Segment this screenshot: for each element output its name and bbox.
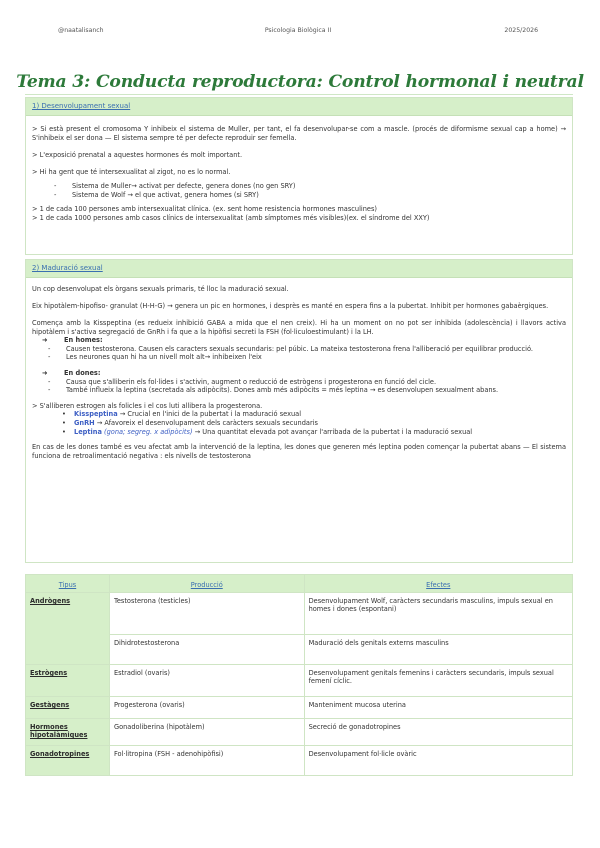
list-item: - També influeix la leptina (secretada als adipòcits). Dones amb més adipòcits = més leptina → es desenvolupen sexualment abans. [48, 386, 499, 395]
paragraph: > Si està present el cromosoma Y inhibeix el sistema de Muller, per tant, el fa desenvolupar-se com a mascle. (procés de diformisme sexual cap a home) → S'inhibeix el ser dona — El sistema sempre té per defecte reproduir ser femella. [32, 125, 566, 142]
paragraph: > S'alliberen estrogen als folicles i el cos luti allibera la progesterona. [32, 401, 263, 410]
column-header: Producció [109, 575, 304, 593]
effects-cell: Desenvolupament Wolf, caràcters secundaris masculins, impuls sexual en homes i dones (espontani) [304, 593, 572, 635]
paragraph: Eix hipotàlem-hipofiso- granulat (H-H-G) → genera un pic en hormones, i desprès es manté en espera fins a la pubertat. Inhibit per hormones gabaèrgiques. [32, 301, 549, 310]
table-row [26, 697, 573, 719]
effects-cell: Secreció de gonadotropines [304, 719, 572, 746]
production-cell: Progesterona (ovaris) [109, 697, 304, 719]
paragraph: Un cop desenvolupat els òrgans sexuals primaris, té lloc la maduració sexual. [32, 285, 289, 293]
effects-cell: Desenvolupament fol·licle ovàric [304, 746, 572, 776]
effects-cell: Maduració dels genitals externs masculins [304, 635, 572, 665]
list-heading-homes: ➜ En homes: [42, 336, 103, 345]
table-row [26, 593, 573, 635]
table-row [26, 719, 573, 746]
paragraph: En cas de les dones també es veu afectat amb la intervenció de la leptina, les dones que generen més leptina poden començar la pubertat abans — El sistema funciona de retroalimentació negativa : els nivells de testosterona [32, 443, 566, 460]
section-header [26, 98, 572, 116]
academic-year: 2025/2026 [504, 27, 538, 34]
title-divider [25, 94, 573, 95]
bullet-item: • GnRH → Afavoreix el desenvolupament dels caràcters sexuals secundaris [62, 418, 318, 427]
paragraph: > L'exposició prenatal a aquestes hormones és molt important. [32, 150, 243, 159]
paragraph: > 1 de cada 100 persones amb intersexualitat clínica. (ex. sent home resistencia hormones masculines) [32, 205, 377, 214]
section-title: 2) Maduració sexual [32, 264, 103, 272]
list-item: - Sistema de Wolf → el que activat, genera homes (si SRY) [54, 190, 259, 199]
paragraph: > 1 de cada 1000 persones amb casos clínics de intersexualitat (amb símptomes més visibles)(ex. el síndrome del XXY) [32, 213, 430, 222]
column-header: Tipus [26, 575, 110, 593]
production-cell: Gonadoliberina (hipotàlem) [109, 719, 304, 746]
effects-cell: Desenvolupament genitals femenins i caràcters secundaris, impuls sexual femení cíclic. [304, 665, 572, 697]
arrow-icon: ➜ [42, 336, 48, 345]
subject-name: Psicologia Biològica II [264, 27, 332, 34]
type-cell: Estrògens [26, 665, 110, 697]
paragraph: Comença amb la Kisspeptina (es redueix inhibició GABA a mida que el nen creix). Hi ha un moment on no pot ser inhibida (adolescència) i llavors activa hipotàlem i s'activa segregació de GnRh i fa que a la hipòfisi secreti la FSH (fol·liculoestimulant) i la LH. [32, 318, 566, 336]
arrow-icon: ➜ [42, 368, 48, 377]
type-cell: Gestàgens [26, 697, 110, 719]
bullet-item: • Leptina (gona; segreg. x adipòcits) → Una quantitat elevada pot avançar l'arribada de la pubertat i la maduració sexual [62, 427, 473, 436]
bullet-item: • Kisspeptina → Crucial en l'inici de la pubertat i la maduració sexual [62, 410, 302, 419]
author-handle: @naatalisanch [58, 27, 104, 34]
table-row [26, 665, 573, 697]
list-item: - Causa que s'alliberin els fol·lides i s'activin, augment o reducció de estrògens i progesterona en funció del cicle. [48, 377, 437, 386]
list-item: - Les neurones quan hi ha un nivell molt alt→ inhibeixen l'eix [48, 353, 262, 362]
type-cell: Gonadotropines [26, 746, 110, 776]
production-cell: Dihidrotestosterona [109, 635, 304, 665]
page-title: Tema 3: Conducta reproductora: Control hormonal i neutral [16, 72, 584, 92]
effects-cell: Manteniment mucosa uterina [304, 697, 572, 719]
section-title: 1) Desenvolupament sexual [32, 102, 131, 110]
page-header [58, 27, 538, 37]
column-header: Efectes [304, 575, 572, 593]
list-item: - Sistema de Muller→ activat per defecte, genera dones (no gen SRY) [54, 182, 296, 191]
hormones-table [25, 574, 573, 776]
paragraph: > Hi ha gent que té intersexualitat al zigot, no es lo normal. [32, 167, 231, 176]
list-item: - Causen testosterona. Causen els caracters sexuals secundaris: pel púbic. La mateixa testosterona frena l'alliberació per equilibrar producció. [48, 344, 533, 353]
production-cell: Fol·litropina (FSH - adenohipòfisi) [109, 746, 304, 776]
table-row [26, 746, 573, 776]
section-desenvolupament [25, 97, 573, 255]
table-header-row [26, 575, 573, 593]
section-header [26, 260, 572, 278]
type-cell: Hormones hipotalàmiques [26, 719, 110, 746]
section-maduracio [25, 259, 573, 563]
list-heading-dones: ➜ En dones: [42, 368, 101, 377]
production-cell: Testosterona (testicles) [109, 593, 304, 635]
production-cell: Estradiol (ovaris) [109, 665, 304, 697]
type-cell: Andrògens [26, 593, 110, 665]
